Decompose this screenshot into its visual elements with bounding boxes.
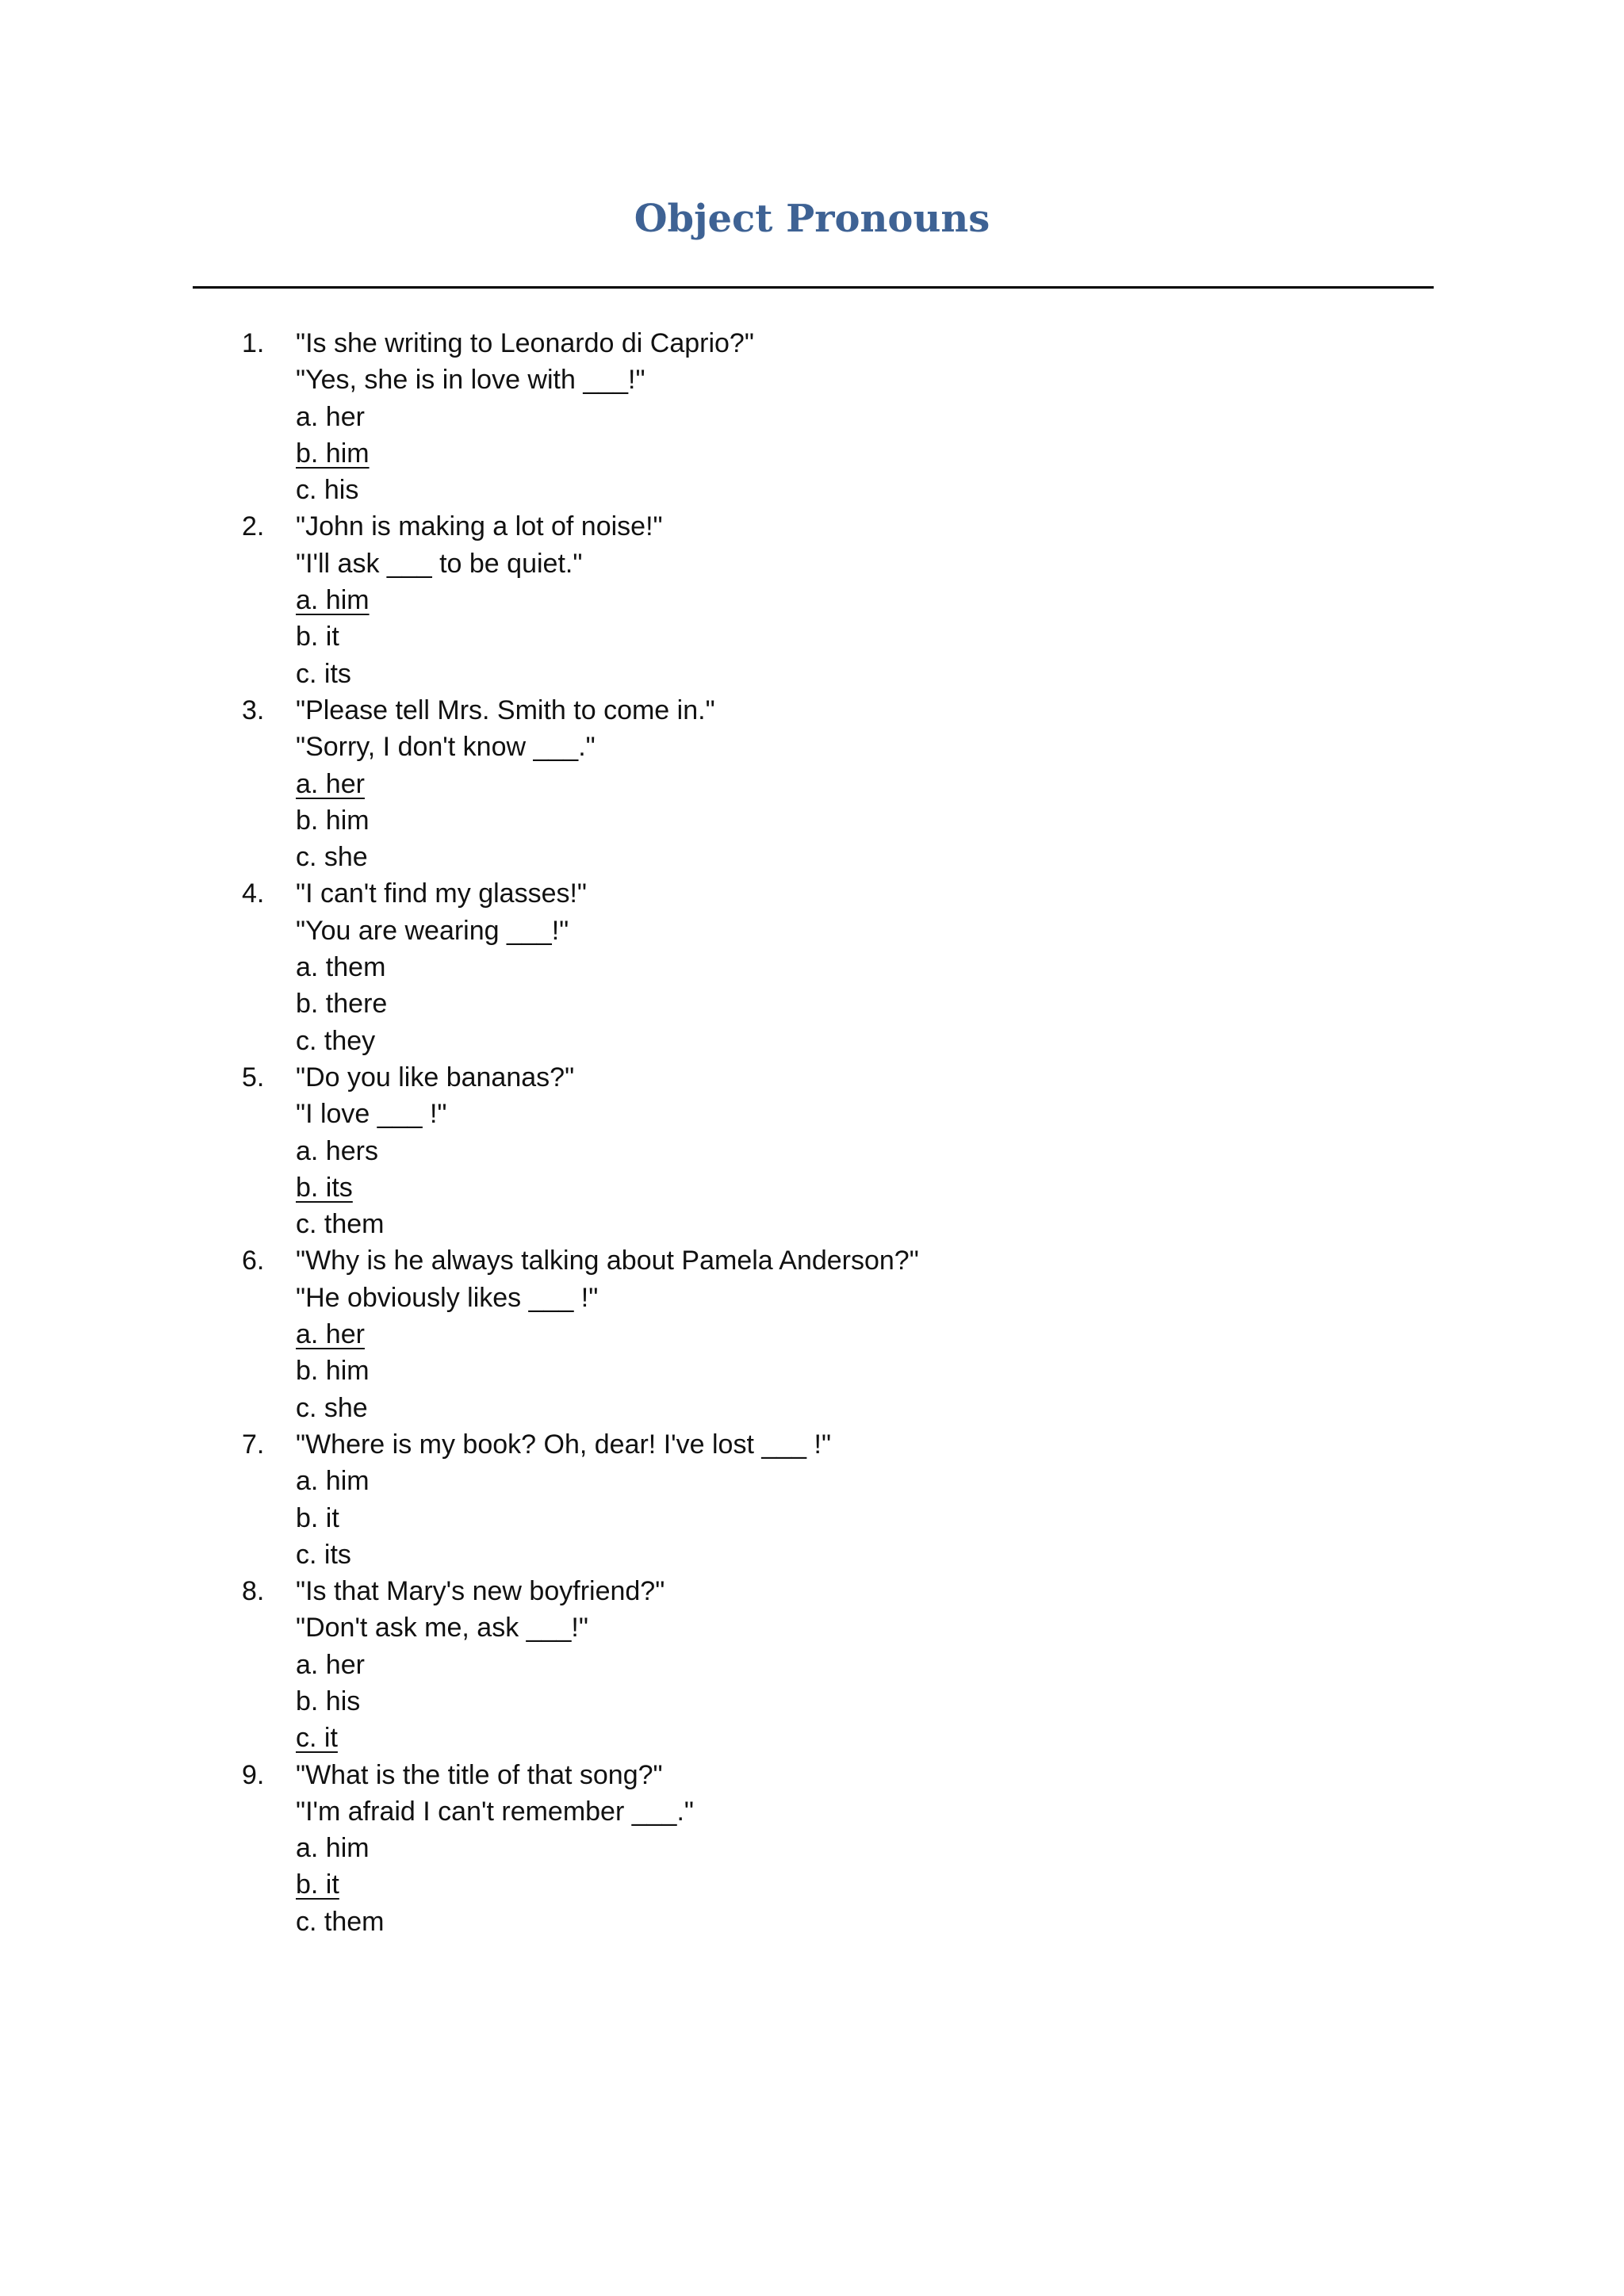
question-item (242, 1059, 1431, 1242)
question-item (242, 1242, 1431, 1425)
question-number: 9. (242, 1759, 265, 1790)
answer-option: b. him (296, 805, 370, 836)
question-text: "What is the title of that song?" (296, 1759, 663, 1790)
question-text: "Please tell Mrs. Smith to come in." (296, 695, 715, 725)
question-text: "Why is he always talking about Pamela Anderson?" (296, 1246, 919, 1276)
question-item (242, 1426, 1431, 1573)
question-text: "You are wearing ___!" (296, 915, 569, 946)
question-text: "John is making a lot of noise!" (296, 511, 663, 542)
answer-option: b. him (296, 1356, 370, 1387)
answer-option-correct: a. her (296, 768, 365, 799)
question-number: 4. (242, 878, 265, 909)
question-item (242, 875, 1431, 1058)
answer-option: c. them (296, 1906, 385, 1937)
question-item (242, 1573, 1431, 1756)
title-divider (193, 286, 1434, 289)
question-item (242, 1757, 1431, 1940)
question-text: "Don't ask me, ask ___!" (296, 1613, 588, 1644)
question-text: "Is she writing to Leonardo di Caprio?" (296, 328, 754, 358)
answer-option: b. it (296, 622, 339, 652)
answer-option: b. it (296, 1502, 339, 1533)
answer-option: c. its (296, 658, 351, 689)
answer-option: a. him (296, 1833, 370, 1864)
answer-option: b. his (296, 1686, 361, 1716)
question-number: 3. (242, 695, 265, 725)
answer-option-correct: b. it (296, 1869, 339, 1900)
answer-option: a. her (296, 1649, 365, 1680)
answer-option: c. them (296, 1209, 385, 1240)
answer-option: a. her (296, 401, 365, 432)
question-number: 7. (242, 1429, 265, 1460)
answer-option: c. his (296, 475, 359, 506)
page-title: Object Pronouns (634, 197, 990, 241)
question-text: "I'm afraid I can't remember ___." (296, 1796, 694, 1827)
answer-option: b. there (296, 989, 388, 1020)
answer-option: c. they (296, 1025, 376, 1056)
question-text: "Yes, she is in love with ___!" (296, 365, 645, 396)
question-item (242, 325, 1431, 508)
question-text: "I can't find my glasses!" (296, 878, 587, 909)
answer-option: c. its (296, 1539, 351, 1570)
question-text: "I love ___ !" (296, 1099, 447, 1130)
answer-option-correct: a. her (296, 1319, 365, 1350)
question-number: 6. (242, 1246, 265, 1276)
answer-option: a. him (296, 1466, 370, 1497)
question-text: "Is that Mary's new boyfriend?" (296, 1576, 665, 1607)
question-item (242, 692, 1431, 875)
question-text: "I'll ask ___ to be quiet." (296, 548, 583, 579)
question-text: "He obviously likes ___ !" (296, 1282, 599, 1313)
answer-option: c. she (296, 1392, 368, 1423)
question-number: 2. (242, 511, 265, 542)
question-text: "Sorry, I don't know ___." (296, 732, 596, 763)
question-list (242, 325, 1431, 1940)
answer-option: c. she (296, 842, 368, 873)
answer-option-correct: b. him (296, 438, 370, 469)
answer-option-correct: c. it (296, 1723, 338, 1754)
question-item (242, 508, 1431, 691)
question-number: 1. (242, 328, 265, 358)
answer-option-correct: b. its (296, 1172, 353, 1203)
question-text: "Do you like bananas?" (296, 1062, 575, 1093)
answer-option-correct: a. him (296, 585, 370, 616)
answer-option: a. them (296, 952, 386, 983)
answer-option: a. hers (296, 1135, 378, 1166)
question-text: "Where is my book? Oh, dear! I've lost ___ !" (296, 1429, 832, 1460)
question-number: 5. (242, 1062, 265, 1093)
question-number: 8. (242, 1576, 265, 1607)
